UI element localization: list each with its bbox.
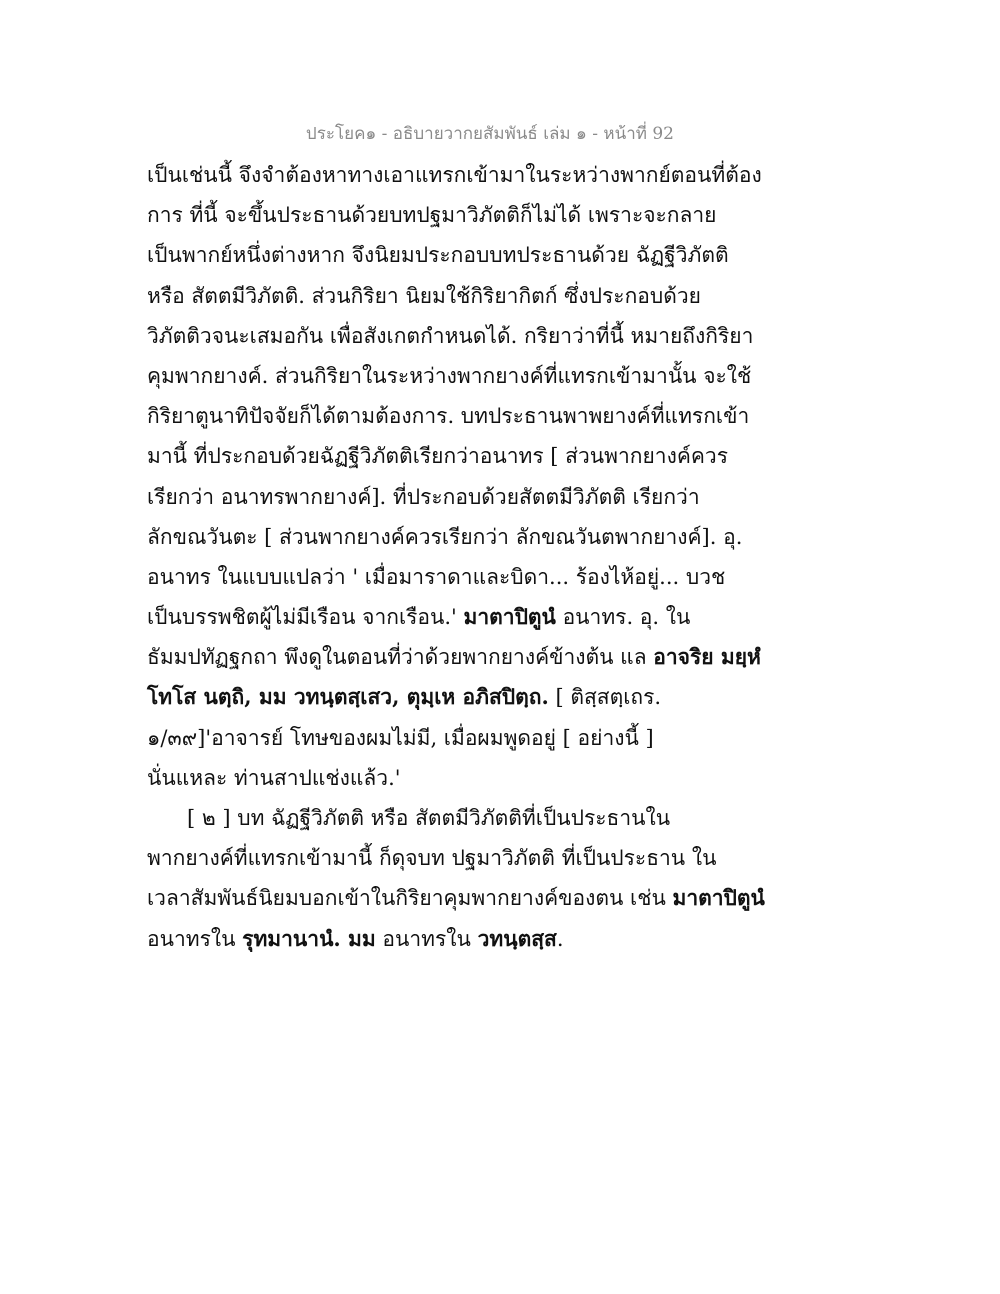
text-segment: ธัมมปทัฏฐกถา พึงดูในตอนที่ว่าด้วยพากยางค์ข้างต้น แล [147, 645, 654, 670]
text-line [147, 356, 752, 396]
text-segment: กิริยาตูนาทิปัจจัยก็ได้ตามต้องการ. บทประธานพาพยางค์ที่แทรกเข้า [147, 404, 750, 429]
text-line [147, 919, 707, 959]
text-segment: พากยางค์ที่แทรกเข้ามานี้ ก็ดุจบท ปฐมาวิภัตติ ที่เป็นประธาน ใน [147, 846, 717, 871]
bold-text-segment: อาจริย มยฺหํ [653, 644, 761, 670]
text-segment: เรียกว่า อนาทรพากยางค์]. ที่ประกอบด้วยสัตตมีวิภัตติ เรียกว่า [147, 484, 700, 509]
text-segment: ลักขณวันตะ [ ส่วนพากยางค์ควรเรียกว่า ลักขณวันตพากยางค์]. อุ. [147, 524, 743, 549]
text-line [147, 276, 707, 316]
text-line [147, 155, 762, 195]
text-line [147, 597, 707, 637]
text-line [147, 758, 707, 798]
text-segment: วิภัตติวจนะเสมอกัน เพื่อสังเกตกำหนดได้. กริยาว่าที่นี้ หมายถึงกิริยา [147, 323, 754, 348]
bold-text-segment: วทนฺตสฺส [477, 925, 557, 951]
text-line [147, 677, 707, 717]
bold-text-segment: มาตาปิตูนํ [463, 604, 556, 630]
text-segment: เป็นพากย์หนึ่งต่างหาก จึงนิยมประกอบบทประธานด้วย ฉัฏฐีวิภัตติ [147, 243, 729, 268]
text-segment: คุมพากยางค์. ส่วนกิริยาในระหว่างพากยางค์ที่แทรกเข้ามานั้น จะใช้ [147, 363, 752, 388]
text-line [147, 798, 707, 838]
text-line [147, 557, 726, 597]
text-segment: [ ๒ ] บท ฉัฏฐีวิภัตติ หรือ สัตตมีวิภัตติที่เป็นประธานใน [187, 806, 671, 830]
text-line [147, 637, 761, 677]
text-line [147, 436, 729, 476]
text-segment: [ ติสฺสตฺเถร. [548, 685, 662, 710]
text-segment: เป็นเช่นนี้ จึงจำต้องหาทางเอาแทรกเข้ามาในระหว่างพากย์ตอนที่ต้อง [147, 163, 762, 187]
body-text [147, 155, 765, 959]
text-line [147, 195, 717, 235]
text-segment: การ ที่นี้ จะขึ้นประธานด้วยบทปฐมาวิภัตติก็ไม่ได้ เพราะจะกลาย [147, 203, 717, 228]
text-segment: นั่นแหละ ท่านสาปแช่งแล้ว.' [147, 765, 401, 790]
bold-text-segment: มาตาปิตูนํ [672, 885, 765, 911]
text-line [147, 235, 729, 275]
text-line [147, 396, 750, 436]
text-segment: มานี้ ที่ประกอบด้วยฉัฏฐีวิภัตติเรียกว่าอนาทร [ ส่วนพากยางค์ควร [147, 444, 729, 469]
text-line [147, 477, 707, 517]
text-segment: อนาทร. อุ. ใน [555, 605, 691, 630]
text-segment: อนาทร ในแบบแปลว่า ' เมื่อมาราดาและบิดา... ร้องไห้อยู่... บวช [147, 564, 726, 589]
bold-text-segment: รุทมานานํ. มม [242, 925, 376, 951]
text-segment: อนาทรใน [375, 926, 478, 951]
text-line [147, 878, 765, 918]
text-segment: อนาทรใน [147, 926, 243, 951]
text-line [147, 517, 743, 557]
running-header: ประโยค๑ - อธิบายวากยสัมพันธ์ เล่ม ๑ - หน้าที่ 92 [305, 124, 674, 144]
text-line [147, 718, 707, 758]
text-line [147, 316, 754, 356]
text-segment: . [556, 926, 564, 951]
text-segment: เวลาสัมพันธ์นิยมบอกเข้าในกิริยาคุมพากยางค์ของตน เช่น [147, 886, 673, 911]
text-segment: ๑/๓๙]'อาจารย์ โทษของผมไม่มี, เมื่อผมพูดอยู่ [ อย่างนี้ ] [147, 725, 654, 750]
bold-text-segment: โทโส นตฺถิ, มม วทนฺตสฺเสว, ตุมฺเห อภิสปิตฺถ. [147, 684, 549, 710]
text-segment: หรือ สัตตมีวิภัตติ. ส่วนกิริยา นิยมใช้กิริยากิตก์ ซึ่งประกอบด้วย [147, 283, 701, 308]
text-segment: เป็นบรรพชิตผู้ไม่มีเรือน จากเรือน.' [147, 605, 464, 630]
text-line [147, 838, 717, 878]
